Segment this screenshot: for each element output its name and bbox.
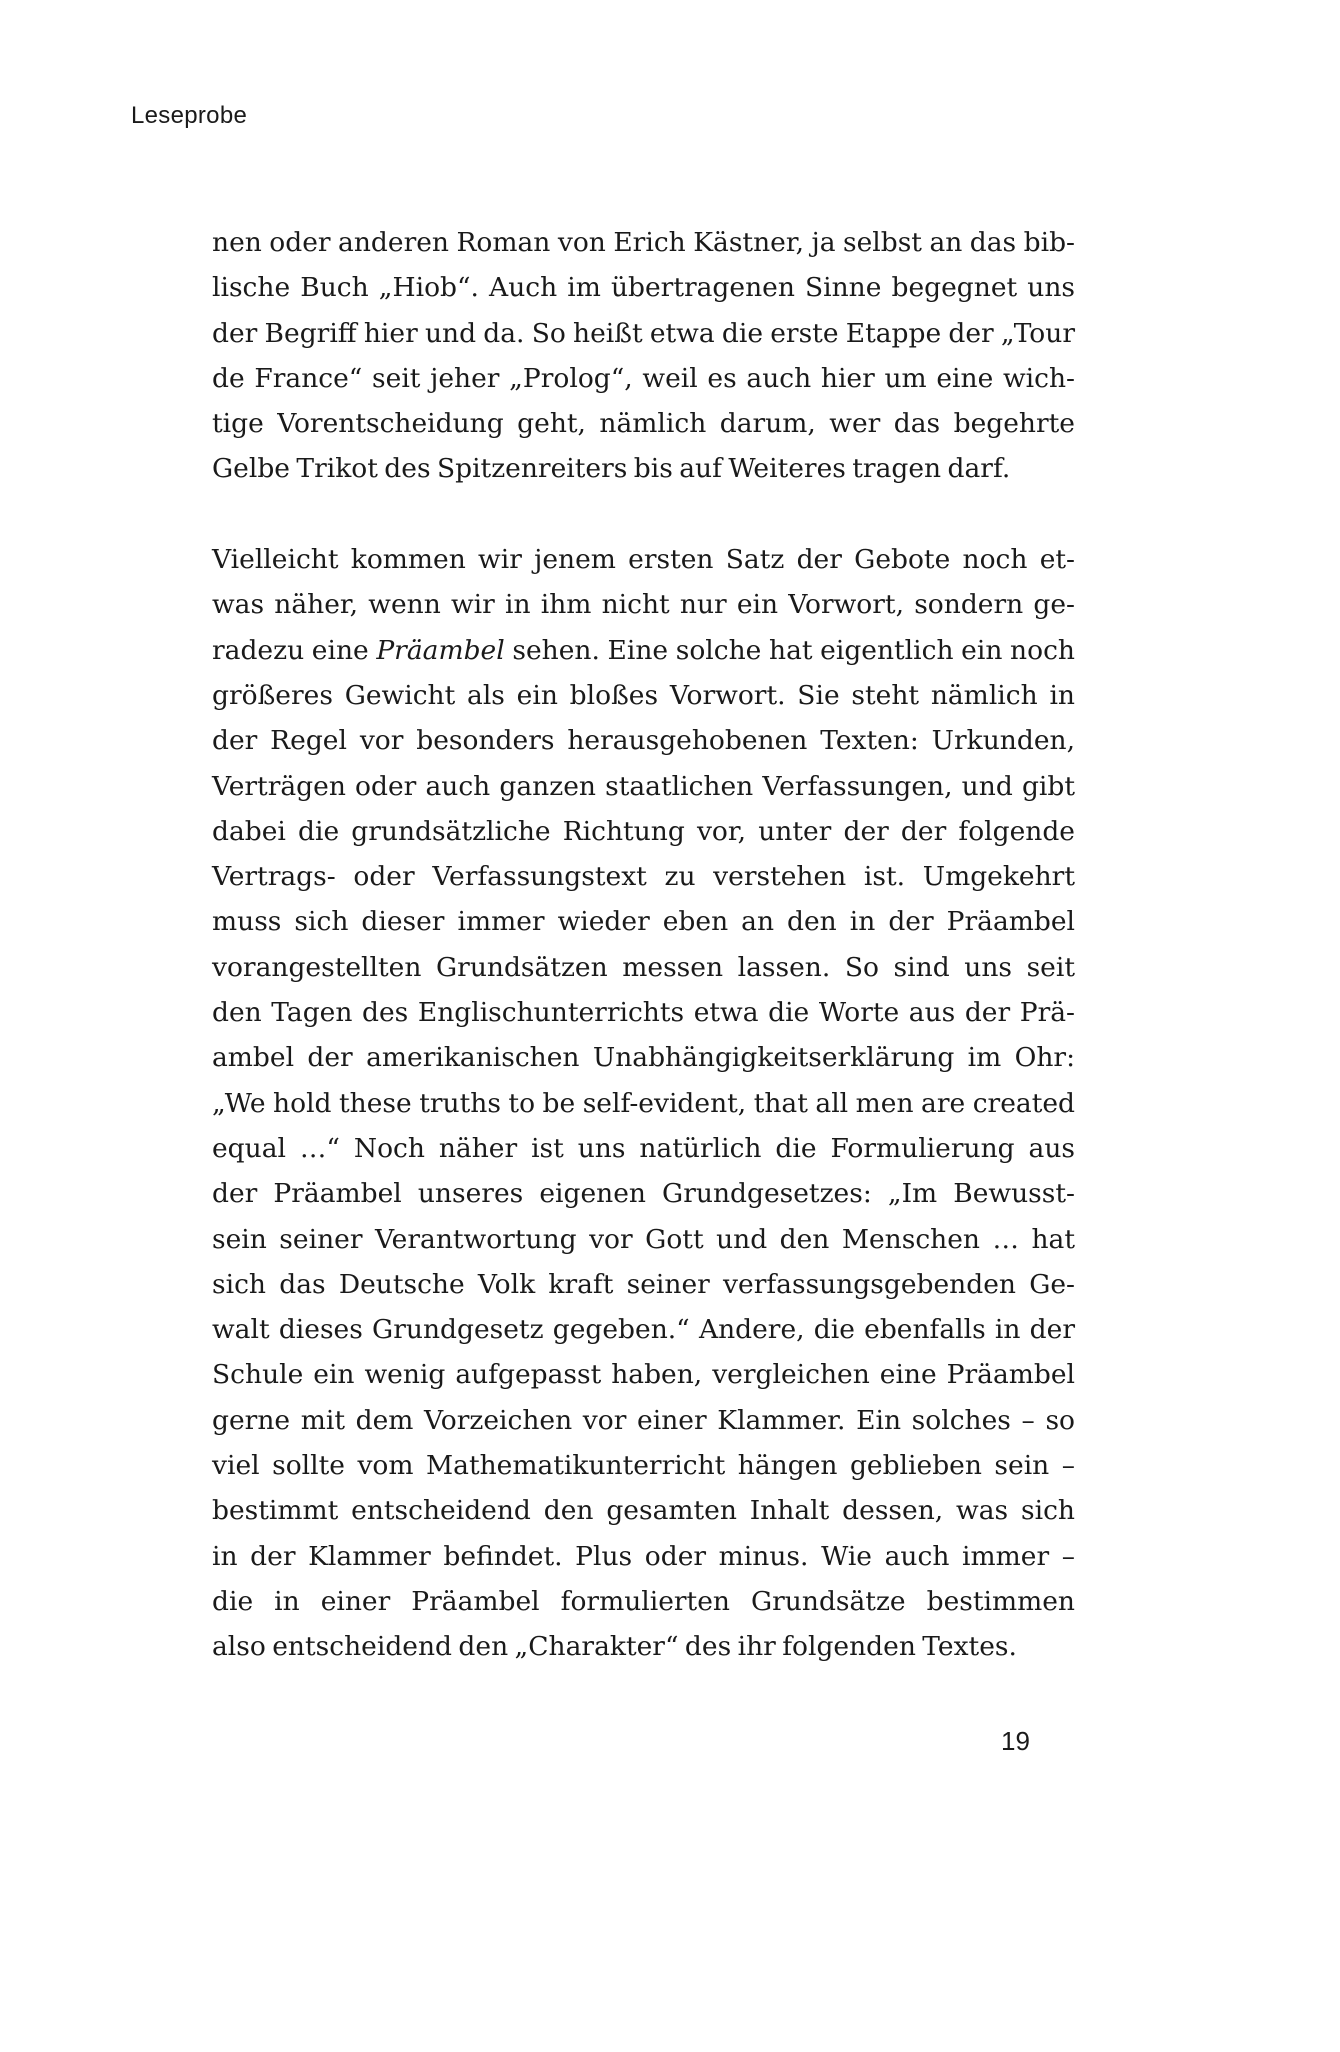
text-line: ambel der amerikanischen Unabhängigkeitserklärung im Ohr: (212, 1042, 1075, 1074)
page-number: 19 (1001, 1726, 1030, 1756)
text-line: walt dieses Grundgesetz gegeben.“ Andere, die ebenfalls in der (212, 1314, 1075, 1346)
text-line: Vertrags- oder Verfassungstext zu verstehen ist. Umgekehrt (212, 861, 1075, 893)
text-line: sein seiner Verantwortung vor Gott und den Menschen … hat (212, 1223, 1075, 1255)
text-line: was näher, wenn wir in ihm nicht nur ein Vorwort, sondern ge- (212, 589, 1075, 621)
text-line: größeres Gewicht als ein bloßes Vorwort. Sie steht nämlich in (212, 679, 1075, 711)
text-line: lische Buch „Hiob“. Auch im übertragenen Sinne begegnet uns (212, 272, 1075, 304)
text-line: equal …“ Noch näher ist uns natürlich die Formulierung aus (212, 1132, 1075, 1164)
text-line: tige Vorentscheidung geht, nämlich darum, wer das begehrte (212, 408, 1075, 440)
text-line: der Begriff hier und da. So heißt etwa die erste Etappe der „Tour (212, 317, 1075, 349)
text-segment: radezu eine (212, 634, 377, 666)
text-line: nen oder anderen Roman von Erich Kästner, ja selbst an das bib- (212, 227, 1075, 258)
text-line: sich das Deutsche Volk kraft seiner verfassungsgebenden Ge- (212, 1268, 1075, 1300)
text-line: die in einer Präambel formulierten Grundsätze bestimmen (212, 1585, 1075, 1617)
body-text (212, 220, 1075, 1670)
paragraph (212, 220, 1075, 492)
emphasized-term: Präambel (376, 634, 505, 666)
text-line: vorangestellten Grundsätzen messen lassen. So sind uns seit (212, 951, 1075, 983)
text-line: Vielleicht kommen wir jenem ersten Satz der Gebote noch et- (212, 544, 1075, 576)
text-line (212, 628, 1075, 673)
text-line: viel sollte vom Mathematikunterricht hängen geblieben sein – (212, 1450, 1075, 1482)
text-line: Verträgen oder auch ganzen staatlichen Verfassungen, und gibt (212, 770, 1075, 802)
text-line: den Tagen des Englischunterrichts etwa die Worte aus der Prä- (212, 997, 1075, 1029)
text-line: gerne mit dem Vorzeichen vor einer Klammer. Ein solches – so (212, 1404, 1075, 1436)
text-segment: sehen. Eine solche hat eigentlich ein noch (504, 634, 1075, 666)
text-line: der Regel vor besonders herausgehobenen Texten: Urkunden, (212, 725, 1075, 757)
text-line: in der Klammer befindet. Plus oder minus. Wie auch immer – (212, 1540, 1075, 1572)
text-line: „We hold these truths to be self-evident, that all men are created (212, 1087, 1075, 1119)
paragraph (212, 537, 1075, 1669)
text-line: Gelbe Trikot des Spitzenreiters bis auf Weiteres tragen darf. (212, 453, 1011, 485)
text-line: muss sich dieser immer wieder eben an den in der Präambel (212, 906, 1075, 938)
text-line: dabei die grundsätzliche Richtung vor, unter der der folgende (212, 815, 1075, 847)
text-line: de France“ seit jeher „Prolog“, weil es auch hier um eine wich- (212, 362, 1075, 394)
text-line: der Präambel unseres eigenen Grundgesetzes: „Im Bewusst- (212, 1178, 1075, 1210)
running-head: Leseprobe (131, 102, 248, 129)
text-line: bestimmt entscheidend den gesamten Inhalt dessen, was sich (212, 1495, 1075, 1527)
text-line: Schule ein wenig aufgepasst haben, vergleichen eine Präambel (212, 1359, 1075, 1391)
text-line: also entscheidend den „Charakter“ des ihr folgenden Textes. (212, 1631, 1017, 1663)
